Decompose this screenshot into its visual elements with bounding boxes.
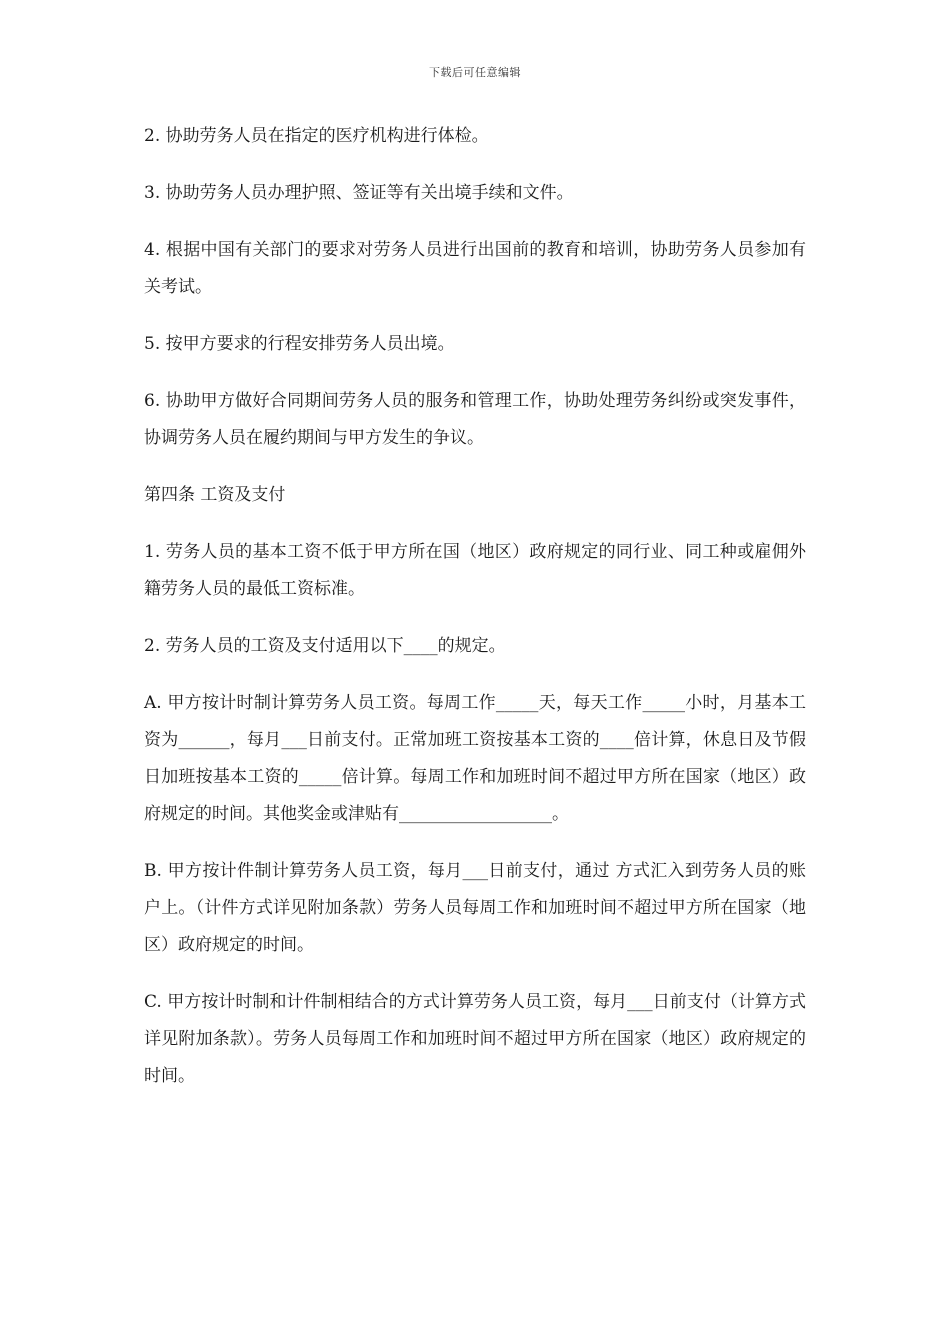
wage-option-a: A. 甲方按计时制计算劳务人员工资。每周工作_____天，每天工作_____小时，月基本工资为______，每月___日前支付。正常加班工资按基本工资的____倍计算，休息日及节假日加班按基本工资的_____倍计算。每周工作和加班时间不超过甲方所在国家（地区）政府规定的时间。其他奖金或津贴有__________________。 — [144, 693, 806, 824]
clause-item-5: 5. 按甲方要求的行程安排劳务人员出境。 — [144, 334, 455, 354]
clause-item-3: 3. 协助劳务人员办理护照、签证等有关出境手续和文件。 — [144, 183, 574, 203]
wage-clause-2: 2. 劳务人员的工资及支付适用以下____的规定。 — [144, 636, 506, 656]
document-body — [144, 118, 806, 1115]
wage-clause-1: 1. 劳务人员的基本工资不低于甲方所在国（地区）政府规定的同行业、同工种或雇佣外籍劳务人员的最低工资标准。 — [144, 542, 806, 599]
clause-item-6: 6. 协助甲方做好合同期间劳务人员的服务和管理工作，协助处理劳务纠纷或突发事件，协调劳务人员在履约期间与甲方发生的争议。 — [144, 391, 806, 448]
section-heading-article-4: 第四条 工资及支付 — [144, 485, 286, 505]
wage-option-c: C. 甲方按计时制和计件制相结合的方式计算劳务人员工资，每月___日前支付（计算方式详见附加条款）。劳务人员每周工作和加班时间不超过甲方所在国家（地区）政府规定的时间。 — [144, 992, 806, 1086]
page-header-note: 下载后可任意编辑 — [429, 66, 521, 79]
clause-item-4: 4. 根据中国有关部门的要求对劳务人员进行出国前的教育和培训，协助劳务人员参加有关考试。 — [144, 240, 806, 297]
clause-item-2: 2. 协助劳务人员在指定的医疗机构进行体检。 — [144, 126, 489, 146]
wage-option-b: B. 甲方按计件制计算劳务人员工资，每月___日前支付，通过 方式汇入到劳务人员的账户上。（计件方式详见附加条款）劳务人员每周工作和加班时间不超过甲方所在国家（地区）政府规定的时间。 — [144, 861, 806, 955]
